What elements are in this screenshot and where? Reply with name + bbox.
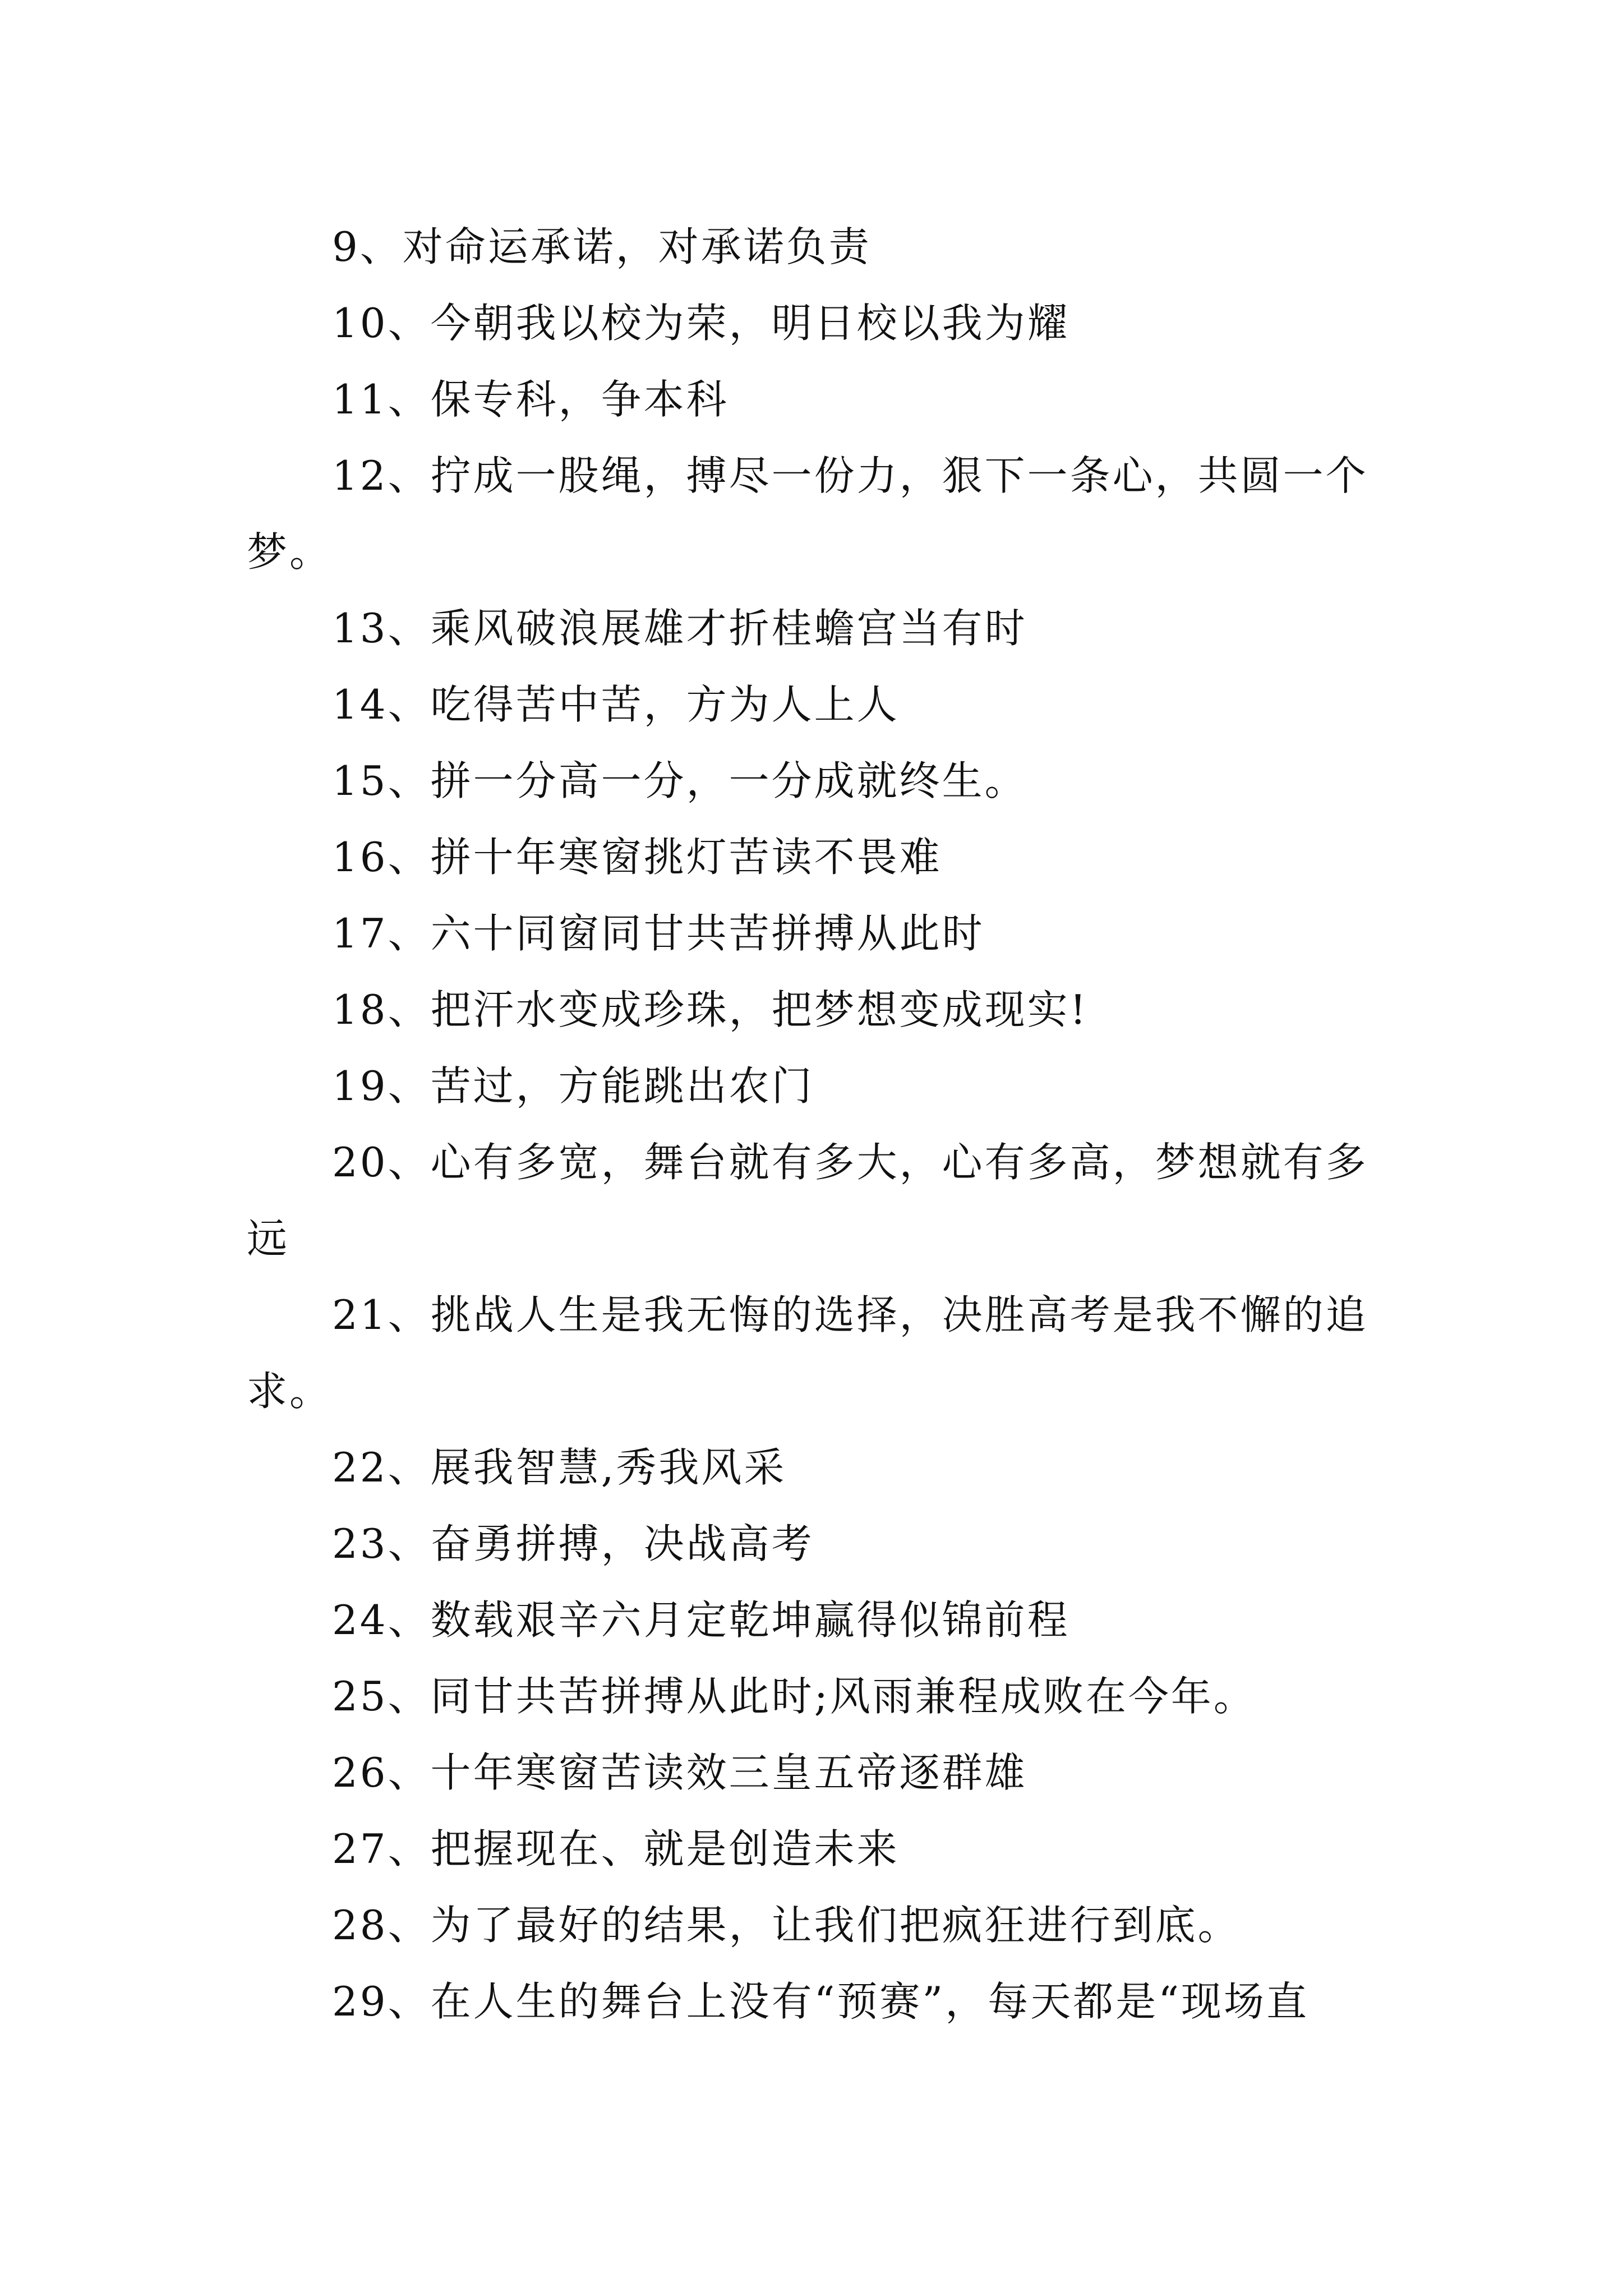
list-item: 11、保专科，争本科 [332,376,729,423]
list-item: 28、为了最好的结果，让我们把疯狂进行到底。 [332,1902,1241,1949]
list-item: 20、心有多宽，舞台就有多大，心有多高，梦想就有多远 [247,1139,1368,1262]
list-item: 21、挑战人生是我无悔的选择，决胜高考是我不懈的追求。 [247,1291,1368,1415]
list-item: 27、把握现在、就是创造未来 [332,1825,900,1872]
list-item: 24、数载艰辛六月定乾坤赢得似锦前程 [332,1596,1070,1644]
list-item: 26、十年寒窗苦读效三皇五帝逐群雄 [332,1749,1027,1796]
list-item: 16、拼十年寒窗挑灯苦读不畏难 [332,834,942,881]
document-body [247,209,1385,2040]
list-item: 22、展我智慧,秀我风采 [332,1444,787,1491]
list-item: 9、对命运承诺，对承诺负责 [332,223,872,270]
list-item: 17、六十同窗同甘共苦拼搏从此时 [332,910,985,957]
list-item: 15、拼一分高一分，一分成就终生。 [332,757,1027,804]
list-item: 10、今朝我以校为荣，明日校以我为耀 [332,300,1070,347]
list-item: 14、吃得苦中苦，方为人上人 [332,681,900,728]
list-item: 18、把汗水变成珍珠，把梦想变成现实! [332,986,1089,1033]
list-item: 23、奋勇拼搏，决战高考 [332,1520,814,1567]
list-item: 13、乘风破浪展雄才折桂蟾宫当有时 [332,605,1027,652]
list-item: 25、同甘共苦拼搏从此时;风雨兼程成败在今年。 [332,1673,1256,1720]
list-item: 12、拧成一股绳，搏尽一份力，狠下一条心，共圆一个梦。 [247,452,1368,576]
list-item: 19、苦过，方能跳出农门 [332,1062,814,1110]
list-item: 29、在人生的舞台上没有“预赛”，每天都是“现场直 [332,1978,1310,2025]
